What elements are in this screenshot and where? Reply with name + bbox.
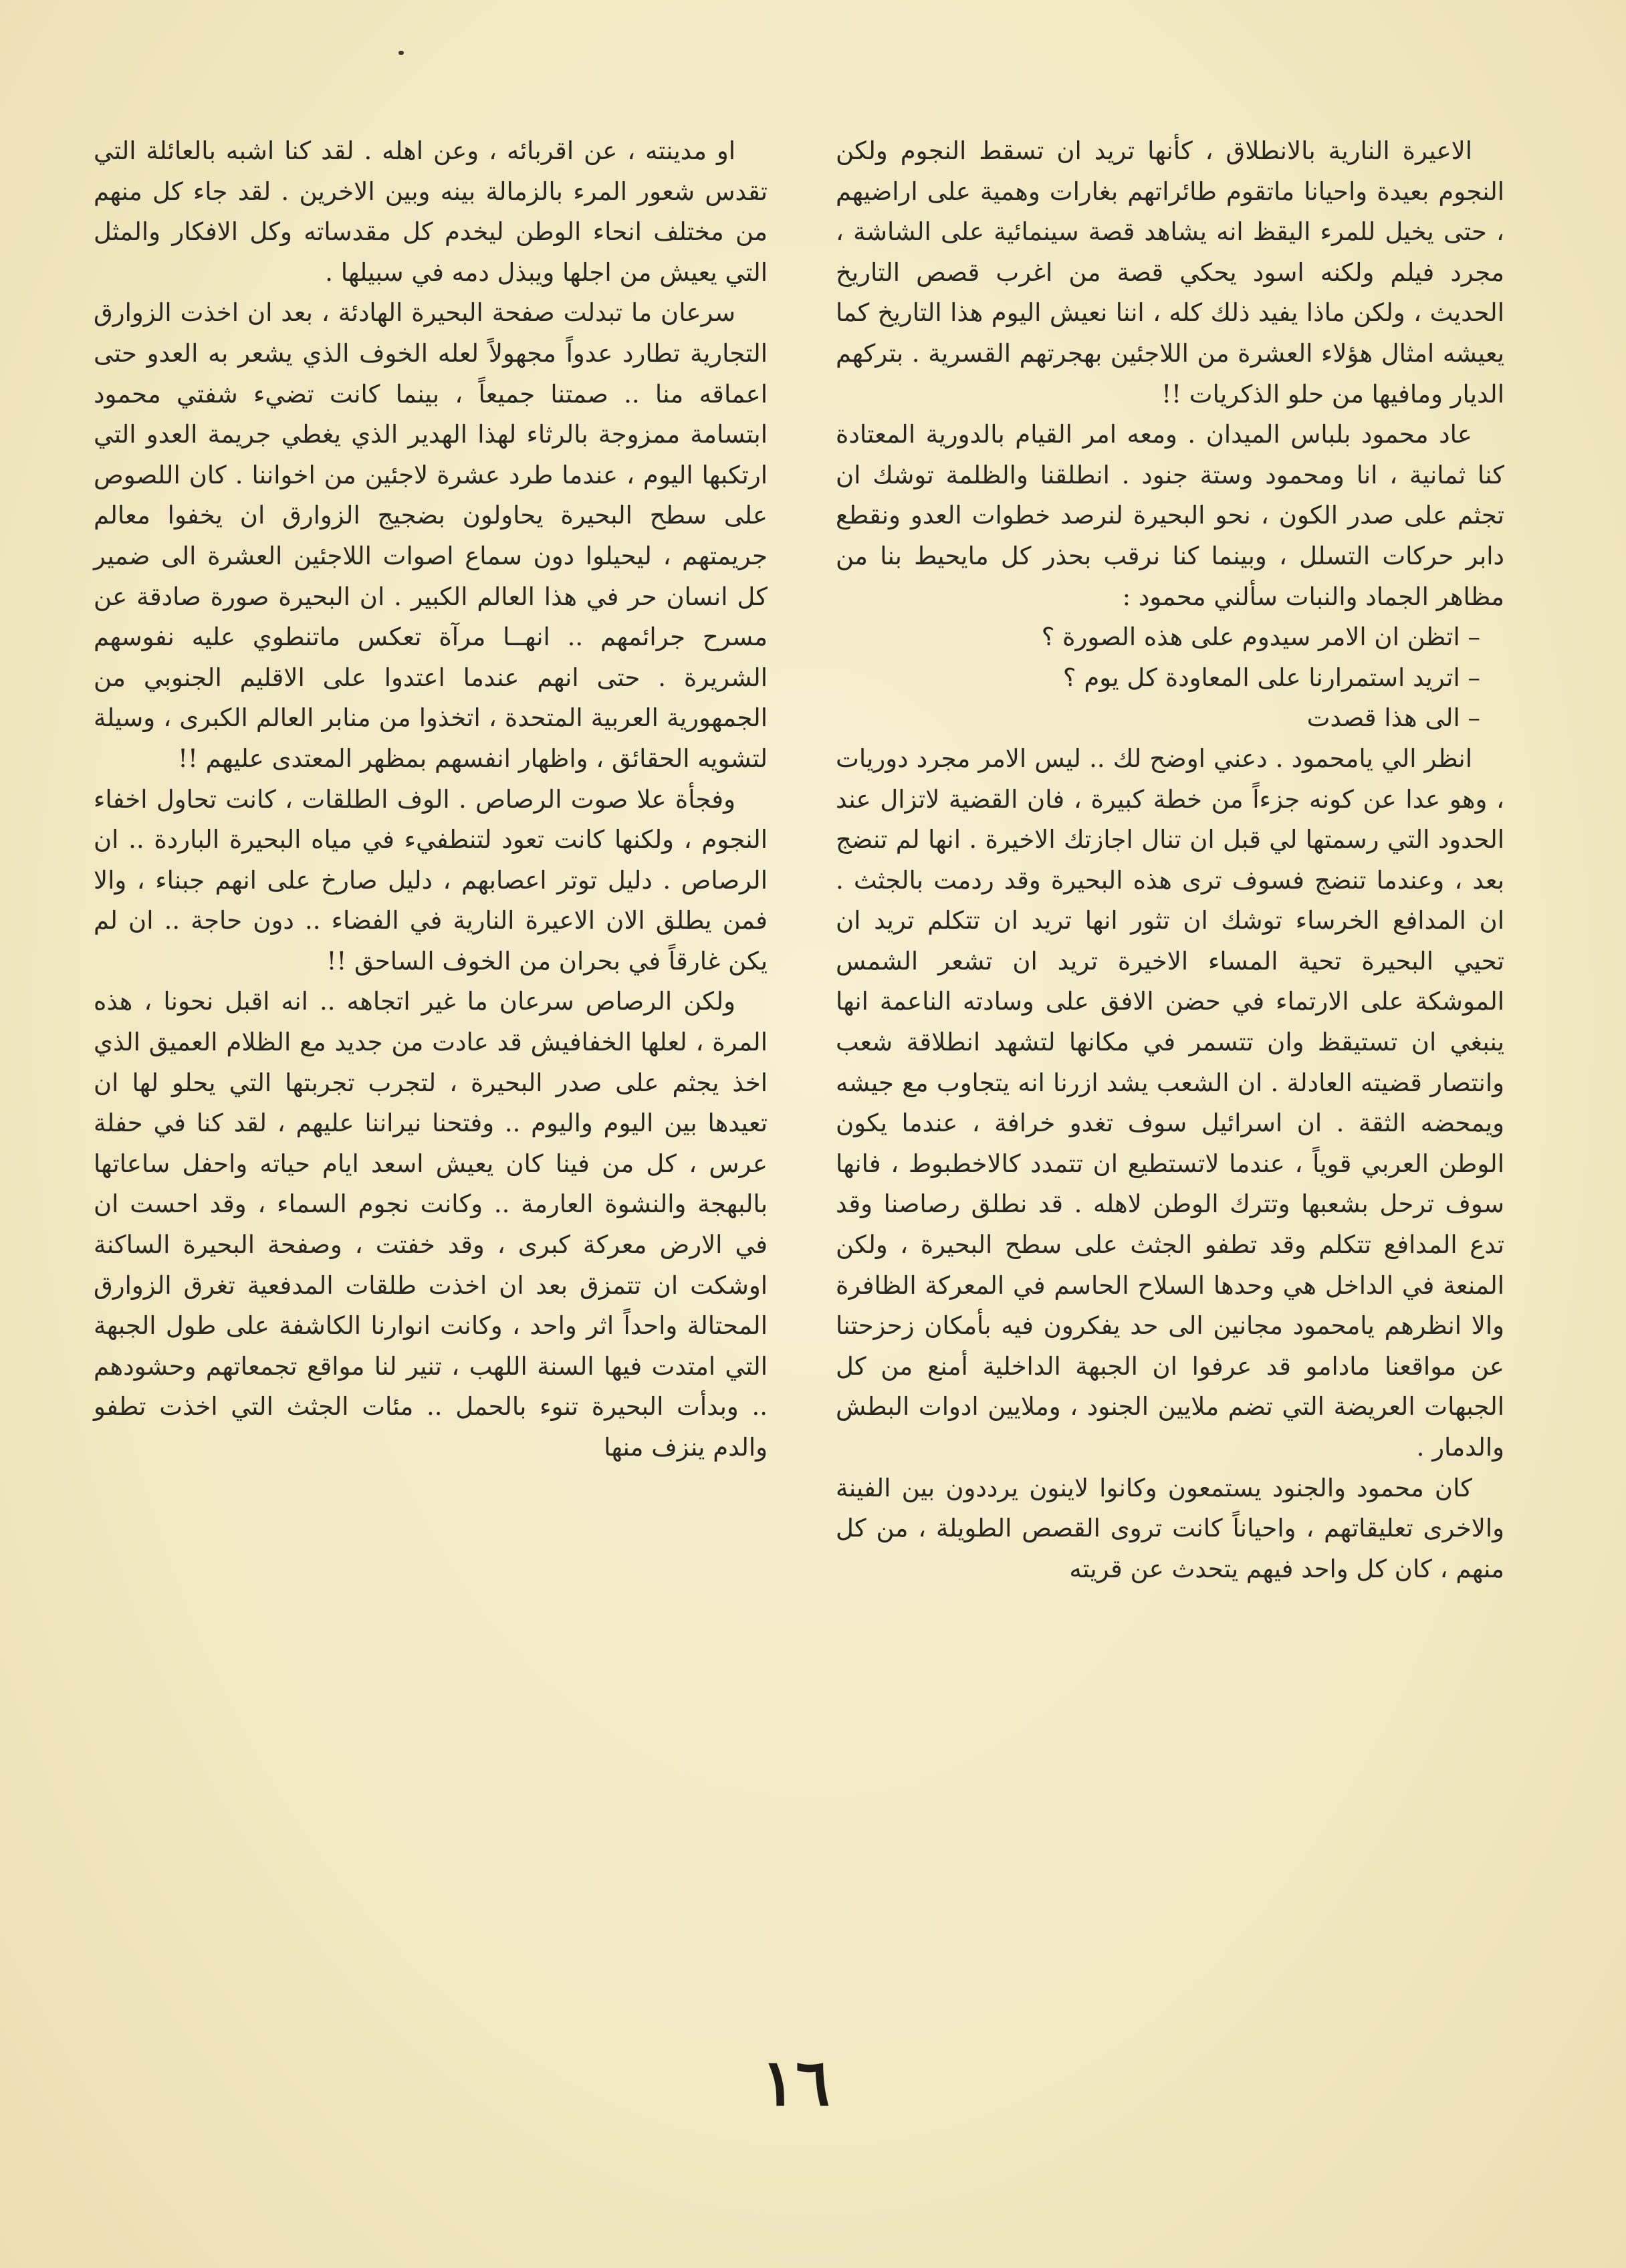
paragraph: ولكن الرصاص سرعان ما غير اتجاهه .. انه اقبل نحونا ، هذه المرة ، لعلها الخفافيش قد عادت من جديد مع الظلام العميق الذي اخذ يجثم على صدر البحيرة ، لتجرب تجربتها التي يحلو لها ان تعيدها بين اليوم واليوم .. وفتحنا نيراننا عليهم ، لقد كنا في حفلة عرس ، كل من فينا كان يعيش اسعد ايام حياته واحفل ساعاتها بالبهجة والنشوة العارمة .. وكانت نجوم السماء ، وقد احست ان في الارض معركة كبرى ، وقد خفتت ، وصفحة البحيرة الساكنة اوشكت ان تتمزق بعد ان اخذت طلقات المدفعية تغرق الزوارق المحتالة واحداً اثر واحد ، وكانت انوارنا الكاشفة على طول الجبهة التي امتدت فيها السنة اللهب ، تنير لنا مواقع تجمعاتهم وحشودهم .. وبدأت البحيرة تنوء بالحمل .. مئات الجثث التي اخذت تطفو والدم ينزف منها: [94, 987, 768, 1462]
left-text-column: [94, 131, 768, 1468]
paragraph: او مدينته ، عن اقربائه ، وعن اهله . لقد كنا اشبه بالعائلة التي تقدس شعور المرء بالزمالة بينه وبين الاخرين . لقد جاء كل منهم من مختلف انحاء الوطن ليخدم كل مقدساته وكل الافكار والمثل التي يعيش من اجلها ويبذل دمه في سبيلها .: [94, 136, 768, 287]
paragraph: انظر الي يامحمود . دعني اوضح لك .. ليس الامر مجرد دوريات ، وهو عدا عن كونه جزءاً من خطة كبيرة ، فان القضية لاتزال عند الحدود التي رسمتها لي قبل ان تنال اجازتك الاخيرة . انها لم تنضج بعد ، وعندما تنضج فسوف ترى هذه البحيرة وقد ردمت بالجثث . ان المدافع الخرساء توشك ان تثور انها تريد ان تتكلم تريد ان تحيي البحيرة تحية المساء الاخيرة تريد ان تشعر الشمس الموشكة على الارتماء في حضن الافق على وسادته الناعمة انها ينبغي ان تستيقظ وان تتسمر في مكانها لتشهد انطلاقة شعب وانتصار قضيته العادلة . ان الشعب يشد ازرنا انه يتجاوب مع جيشه ويمحضه الثقة . ان اسرائيل سوف تغدو خرافة ، عندما يكون الوطن العربي قوياً ، عندما لاتستطيع ان تتمدد كالاخطبوط ، فانها سوف ترحل بشعبها وتترك الوطن لاهله . قد نطلق رصاصنا وقد تدع المدافع تتكلم وقد تطفو الجثث على سطح البحيرة ، ولكن المنعة في الداخل هي وحدها السلاح الحاسم في المعركة الظافرة والا انظرهم يامحمود مجانين الى حد يفكرون فيه بأمكان زحزحتنا عن مواقعنا مادامو قد عرفوا ان الجبهة الداخلية أمنع من كل الجبهات العريضة التي تضم ملايين الجنود ، وملايين ادوات البطش والدمار .: [836, 744, 1504, 1462]
paragraph: عاد محمود بلباس الميدان . ومعه امر القيام بالدورية المعتادة كنا ثمانية ، انا ومحمود وستة جنود . انطلقنا والظلمة توشك ان تجثم على صدر الكون ، نحو البحيرة لنرصد خطوات العدو ونقطع دابر حركات التسلل ، وبينما كنا نرقب بحذر كل مايحيط بنا من مظاهر الجماد والنبات سألني محمود :: [836, 420, 1504, 611]
paragraph: وفجأة علا صوت الرصاص . الوف الطلقات ، كانت تحاول اخفاء النجوم ، ولكنها كانت تعود لتنطفيء في مياه البحيرة الباردة .. ان الرصاص . دليل توتر اعصابهم ، دليل صارخ على انهم جبناء ، والا فمن يطلق الان الاعيرة النارية في الفضاء .. دون حاجة .. ان لم يكن غارقاً في بحران من الخوف الساحق !!: [94, 784, 768, 976]
paragraph: سرعان ما تبدلت صفحة البحيرة الهادئة ، بعد ان اخذت الزوارق التجارية تطارد عدواً مجهولاً لعله الخوف الذي يشعر به العدو حتى اعماقه منا .. صمتنا جميعاً ، بينما كانت تضيء شفتي محمود ابتسامة ممزوجة بالرثاء لهذا الهدير الذي يغطي جريمة العدو التي ارتكبها اليوم ، عندما طرد عشرة لاجئين من اخواننا . كان اللصوص على سطح البحيرة يحاولون بضجيج الزوارق ان يخفوا معالم جريمتهم ، ليحيلوا دون سماع اصوات اللاجئين العشرة الى ضمير كل انسان حر في هذا العالم الكبير . ان البحيرة صورة صادقة عن مسرح جرائمهم .. انهــا مرآة تعكس ماتنطوي عليه نفوسهم الشريرة . حتى انهم عندما اعتدوا على الاقليم الجنوبي من الجمهورية العربية المتحدة ، اتخذوا من منابر العالم الكبرى ، وسيلة لتشويه الحقائق ، واظهار انفسهم بمظهر المعتدى عليهم !!: [94, 298, 768, 773]
dialogue-line: – اتظن ان الامر سيدوم على هذه الصورة ؟: [1041, 622, 1480, 652]
ink-speck: [398, 51, 404, 55]
right-text-column: [836, 131, 1504, 1589]
paragraph: كان محمود والجنود يستمعون وكانوا لاينون يرددون بين الفينة والاخرى تعليقاتهم ، واحياناً كانت تروى القصص الطويلة ، من كل منهم ، كان كل واحد فيهم يتحدث عن قريته: [836, 1473, 1504, 1583]
page-number: ١٦: [761, 2045, 830, 2120]
paragraph: الاعيرة النارية بالانطلاق ، كأنها تريد ان تسقط النجوم ولكن النجوم بعيدة واحيانا ماتقوم طائراتهم بغارات وهمية على اراضيهم ، حتى يخيل للمرء اليقظ انه يشاهد قصة سينمائية على الشاشة ، مجرد فيلم ولكنه اسود يحكي قصة من اغرب قصص التاريخ الحديث ، ولكن ماذا يفيد ذلك كله ، اننا نعيش اليوم هذا التاريخ كما يعيشه امثال هؤلاء العشرة من اللاجئين بهجرتهم القسرية . بتركهم الديار ومافيها من حلو الذكريات !!: [836, 136, 1504, 409]
dialogue-line: – اتريد استمرارنا على المعاودة كل يوم ؟: [1062, 663, 1480, 692]
dialogue-line: – الى هذا قصدت: [1306, 703, 1480, 733]
